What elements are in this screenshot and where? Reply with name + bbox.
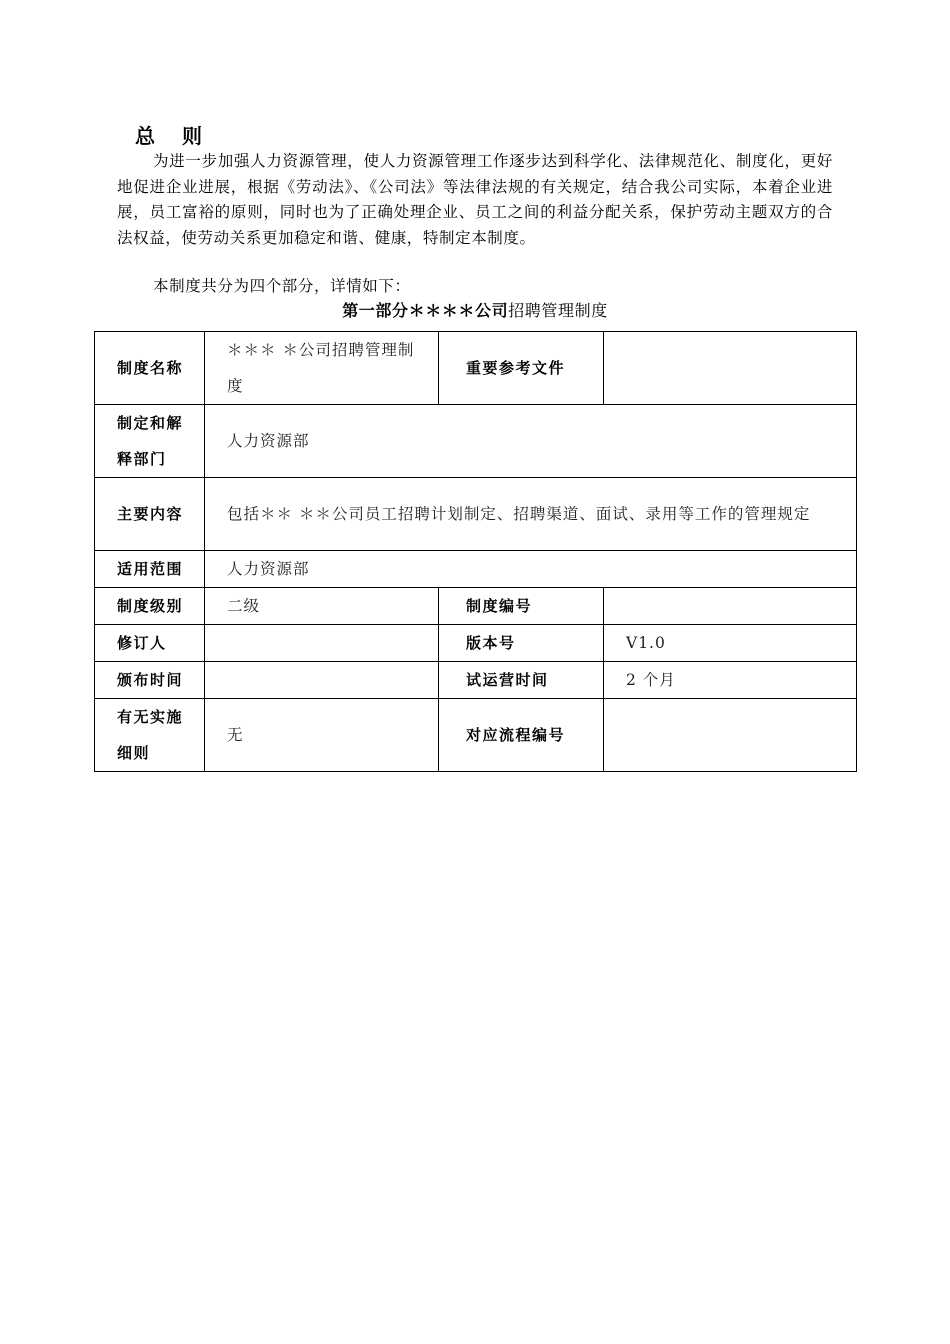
value-policy-name: ＊＊＊ ＊公司招聘管理制度 xyxy=(205,332,439,405)
value-process-number xyxy=(604,699,857,772)
value-issue-date xyxy=(205,662,439,699)
value-policy-level: 二级 xyxy=(205,588,439,625)
page-heading: 总 则 xyxy=(135,124,212,148)
value-scope: 人力资源部 xyxy=(205,551,857,588)
value-reference-docs xyxy=(604,332,857,405)
table-row xyxy=(95,551,857,588)
label-version: 版本号 xyxy=(439,625,604,662)
label-main-content: 主要内容 xyxy=(95,478,205,551)
label-policy-name: 制度名称 xyxy=(95,332,205,405)
section-title xyxy=(0,300,950,322)
value-implementation-rules: 无 xyxy=(205,699,439,772)
value-version: V1.0 xyxy=(604,625,857,662)
section-title-bold: 第一部分＊＊＊＊公司 xyxy=(342,301,509,320)
label-implementation-rules: 有无实施细则 xyxy=(95,699,205,772)
value-policy-number xyxy=(604,588,857,625)
label-process-number: 对应流程编号 xyxy=(439,699,604,772)
label-policy-number: 制度编号 xyxy=(439,588,604,625)
value-trial-period: 2 个月 xyxy=(604,662,857,699)
table-row xyxy=(95,478,857,551)
table-row xyxy=(95,405,857,478)
policy-info-table xyxy=(94,331,857,772)
label-reviser: 修订人 xyxy=(95,625,205,662)
outline-text: 本制度共分为四个部分，详情如下： xyxy=(153,277,411,295)
table-row xyxy=(95,699,857,772)
label-scope: 适用范围 xyxy=(95,551,205,588)
value-department: 人力资源部 xyxy=(205,405,857,478)
table-row xyxy=(95,625,857,662)
label-issue-date: 颁布时间 xyxy=(95,662,205,699)
table-row xyxy=(95,332,857,405)
value-reviser xyxy=(205,625,439,662)
section-title-normal: 招聘管理制度 xyxy=(508,301,608,320)
label-department: 制定和解释部门 xyxy=(95,405,205,478)
value-main-content: 包括＊＊ ＊＊公司员工招聘计划制定、招聘渠道、面试、录用等工作的管理规定 xyxy=(205,478,857,551)
label-trial-period: 试运营时间 xyxy=(439,662,604,699)
label-policy-level: 制度级别 xyxy=(95,588,205,625)
table-row xyxy=(95,662,857,699)
intro-paragraph: 为进一步加强人力资源管理，使人力资源管理工作逐步达到科学化、法律规范化、制度化，更好地促进企业进展，根据《劳动法》、《公司法》等法律法规的有关规定，结合我公司实际，本着企业进展，员工富裕的原则，同时也为了正确处理企业、员工之间的利益分配关系，保护劳动主题双方的合法权益，使劳动关系更加稳定和谐、健康，特制定本制度。 xyxy=(117,152,833,247)
table-row xyxy=(95,588,857,625)
label-reference-docs: 重要参考文件 xyxy=(439,332,604,405)
